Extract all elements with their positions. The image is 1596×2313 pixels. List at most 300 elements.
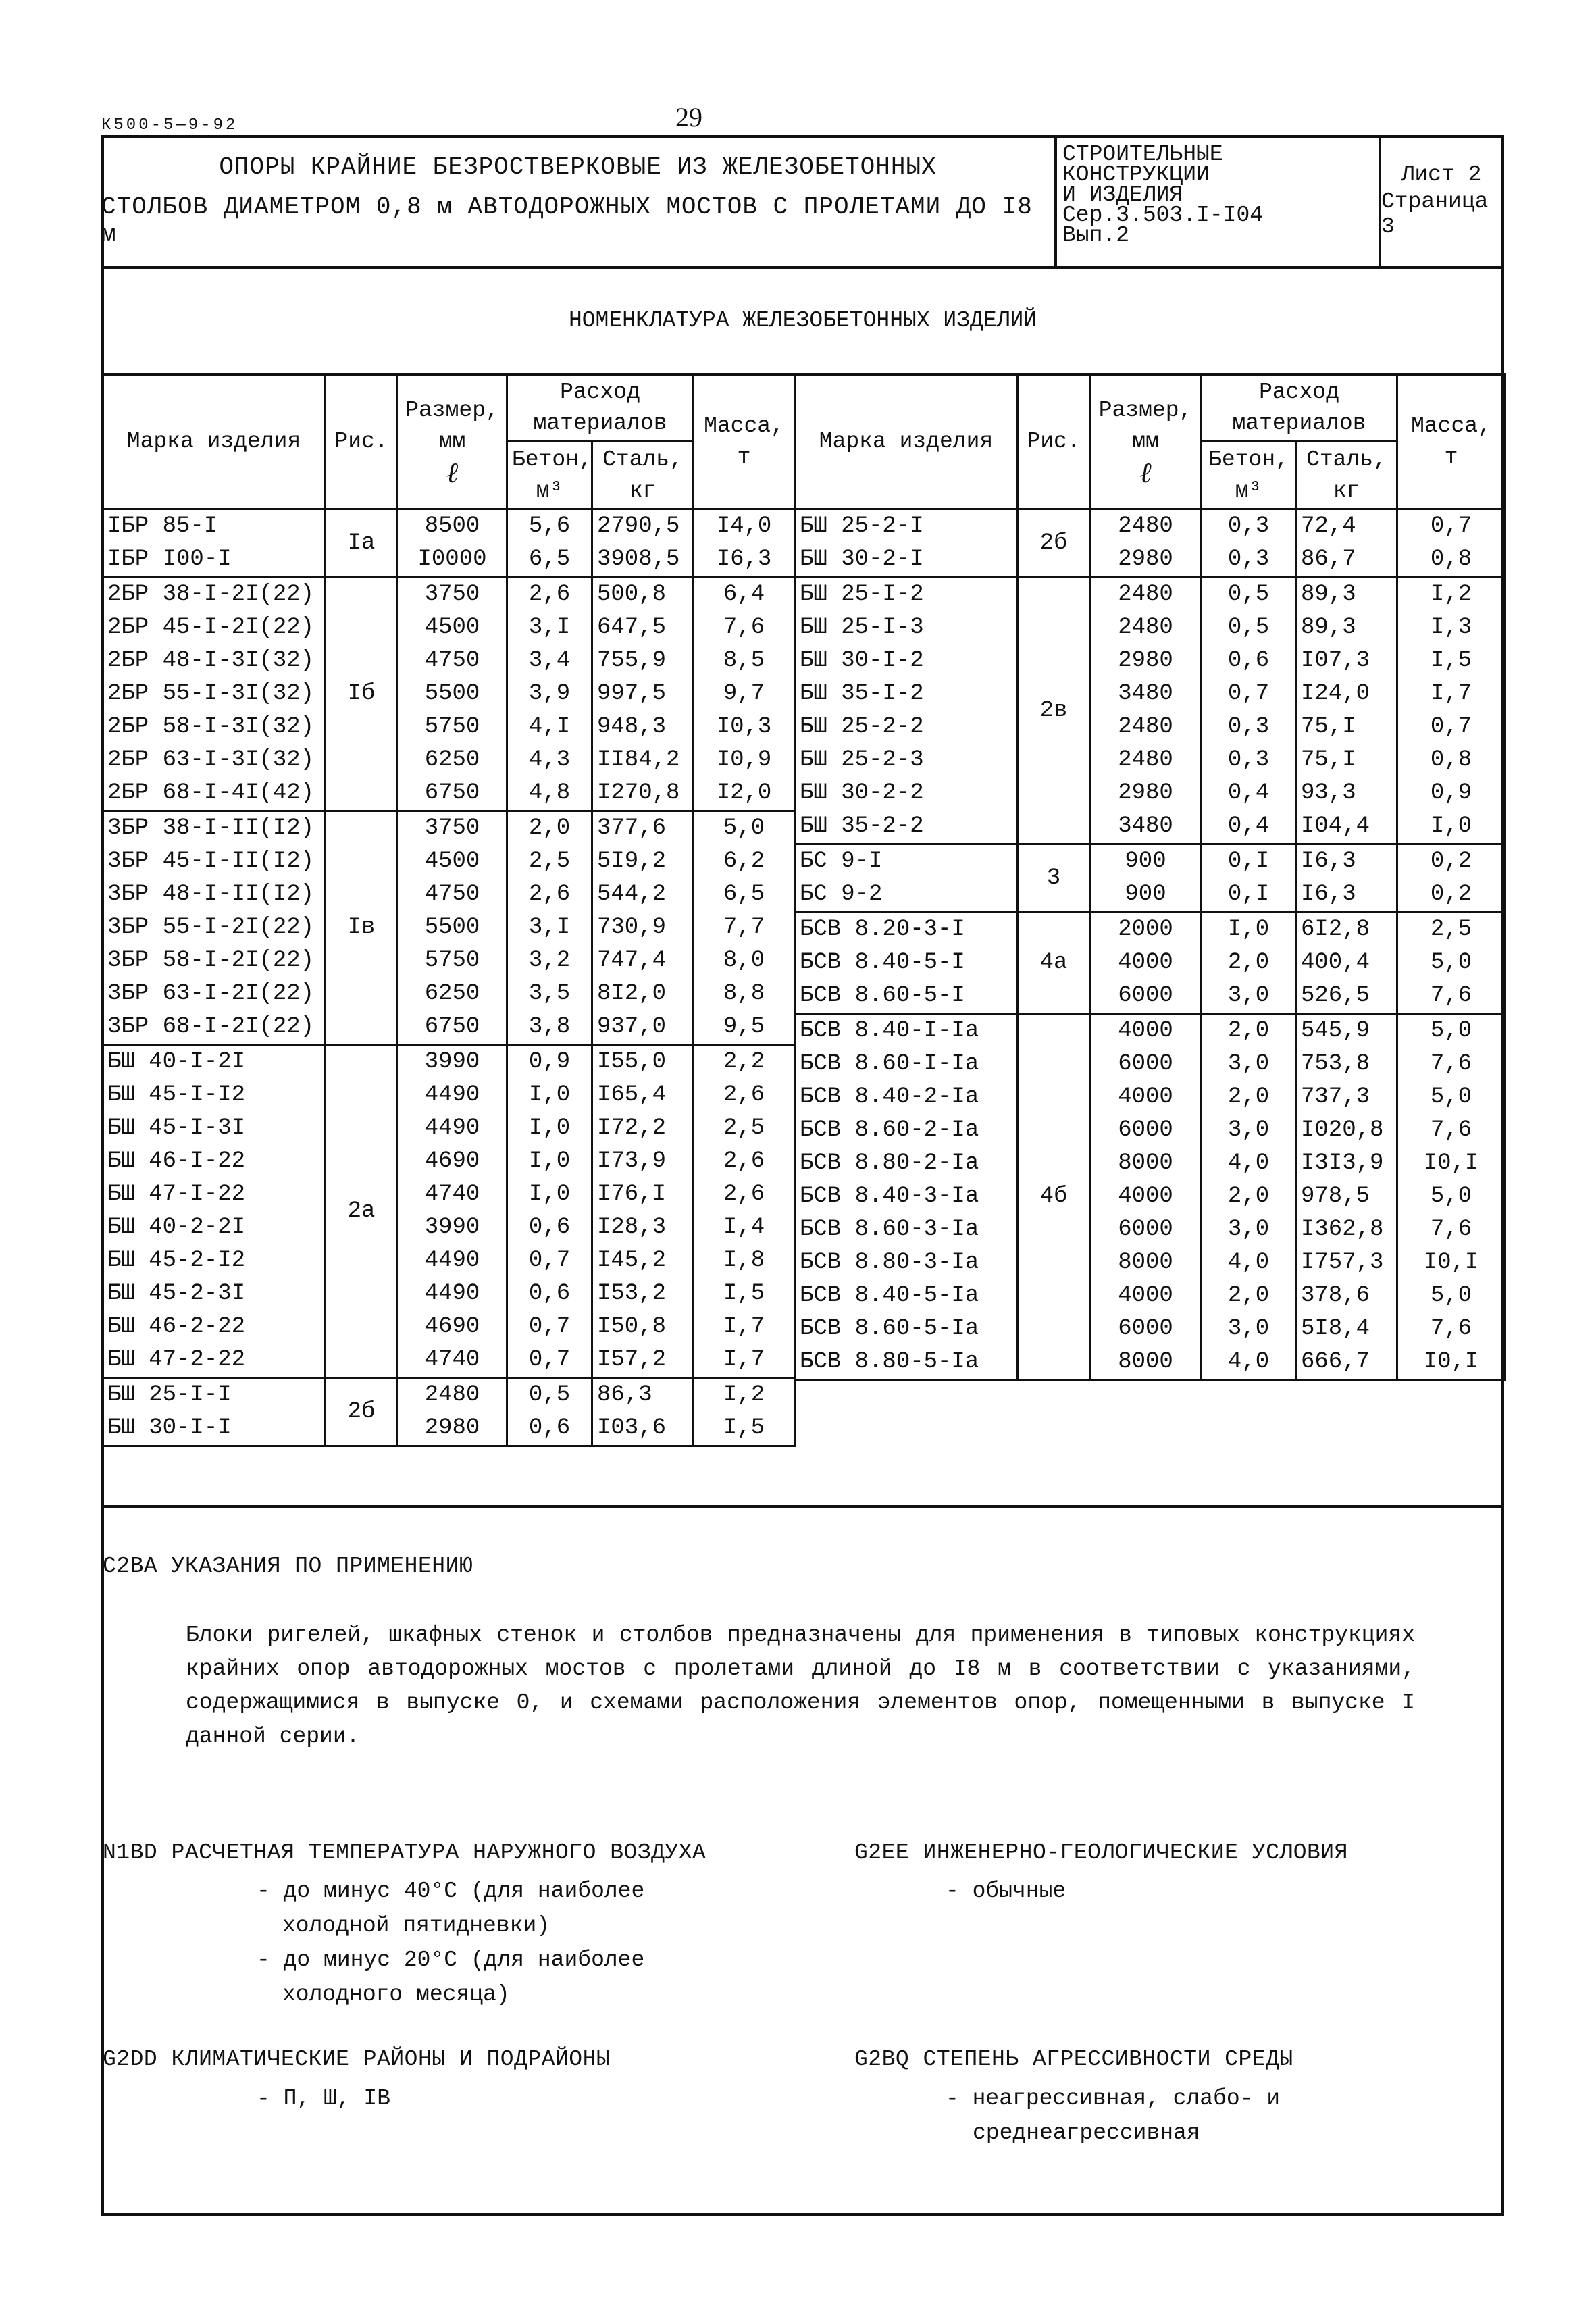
- cell-mass: 7,6: [1397, 1213, 1505, 1246]
- cell-steel: II84,2: [592, 744, 694, 777]
- cell-concrete: 0,5: [1202, 611, 1296, 644]
- cell-mark: 3БР 55-I-2I(22): [103, 911, 326, 944]
- cell-concrete: 5,6: [507, 509, 592, 544]
- table-row: [795, 980, 1505, 1014]
- cell-mark: БШ 35-I-2: [795, 678, 1018, 711]
- cell-mass: 2,6: [694, 1145, 795, 1178]
- col-header-consumption: Расход материалов: [1202, 374, 1397, 442]
- cell-size: 2480: [398, 1378, 507, 1413]
- cell-mark: БШ 45-I-I2: [103, 1079, 326, 1112]
- cell-size: 8000: [1090, 1246, 1202, 1279]
- cell-fig: Iа: [326, 509, 398, 578]
- cell-mark: 2БР 48-I-3I(32): [103, 644, 326, 678]
- cell-steel: I07,3: [1296, 644, 1397, 678]
- cell-concrete: 2,0: [507, 811, 592, 846]
- cell-mark: БШ 25-2-I: [795, 509, 1018, 544]
- cell-mark: БШ 45-2-3I: [103, 1277, 326, 1311]
- cell-steel: I3I3,9: [1296, 1147, 1397, 1180]
- table-row: [103, 1211, 795, 1244]
- cell-size: 8500: [398, 509, 507, 544]
- concrete-label: Бетон,: [512, 447, 592, 472]
- mass-label: Масса,: [704, 413, 784, 438]
- cell-steel: 89,3: [1296, 611, 1397, 644]
- cell-steel: 72,4: [1296, 509, 1397, 544]
- size-label: Размер,: [405, 397, 499, 423]
- table-row: [103, 878, 795, 911]
- cell-steel: 997,5: [592, 678, 694, 711]
- cell-size: 6000: [1090, 980, 1202, 1014]
- cell-mark: 2БР 68-I-4I(42): [103, 777, 326, 811]
- cell-mass: 0,9: [1397, 777, 1505, 810]
- cell-size: 2480: [1090, 611, 1202, 644]
- cell-size: 2980: [1090, 644, 1202, 678]
- cell-steel: I04,4: [1296, 810, 1397, 844]
- cell-size: 2980: [1090, 777, 1202, 810]
- cell-mass: I,2: [1397, 578, 1505, 612]
- cell-mass: I,5: [1397, 644, 1505, 678]
- cell-mark: 2БР 45-I-2I(22): [103, 611, 326, 644]
- cell-steel: 948,3: [592, 711, 694, 744]
- cell-mass: 5,0: [1397, 1180, 1505, 1213]
- col-header-mass: [694, 374, 795, 509]
- table-row: [103, 678, 795, 711]
- cell-concrete: 3,9: [507, 678, 592, 711]
- cell-concrete: 4,0: [1202, 1246, 1296, 1279]
- cell-mark: БШ 47-2-22: [103, 1344, 326, 1378]
- cell-concrete: 3,0: [1202, 1114, 1296, 1147]
- cell-mark: 2БР 58-I-3I(32): [103, 711, 326, 744]
- cell-size: 6750: [398, 1011, 507, 1045]
- cell-steel: I55,0: [592, 1045, 694, 1079]
- cell-steel: 400,4: [1296, 946, 1397, 980]
- cell-mass: 5,0: [1397, 1081, 1505, 1114]
- series-line: Вып.2: [1062, 223, 1130, 248]
- table-row: [103, 578, 795, 612]
- cell-fig: Iб: [326, 578, 398, 811]
- cell-steel: 545,9: [1296, 1014, 1397, 1048]
- cell-size: 4000: [1090, 946, 1202, 980]
- table-row: [795, 1246, 1505, 1279]
- cell-fig: 3: [1018, 844, 1090, 913]
- cell-steel: I6,3: [1296, 844, 1397, 879]
- cell-steel: I72,2: [592, 1112, 694, 1145]
- cell-mass: 5,0: [694, 811, 795, 846]
- table-row: [103, 611, 795, 644]
- mass-unit: т: [1444, 444, 1458, 469]
- cell-fig: 2б: [326, 1378, 398, 1446]
- cell-steel: I57,2: [592, 1344, 694, 1378]
- cell-mark: IБР 85-I: [103, 509, 326, 544]
- table-row: [103, 711, 795, 744]
- cell-concrete: 0,3: [1202, 711, 1296, 744]
- table-row: [103, 1112, 795, 1145]
- cell-mark: БСВ 8.60-5-Iа: [795, 1313, 1018, 1346]
- cell-concrete: 3,0: [1202, 1313, 1296, 1346]
- nomenclature-table-right: [794, 373, 1506, 1381]
- cell-size: 6750: [398, 777, 507, 811]
- table-row: [103, 1244, 795, 1277]
- cell-mass: 5,0: [1397, 1279, 1505, 1313]
- cell-fig: 4а: [1018, 913, 1090, 1014]
- cell-size: 2480: [1090, 509, 1202, 544]
- cell-size: 4500: [398, 611, 507, 644]
- cell-mark: БШ 25-I-2: [795, 578, 1018, 612]
- cell-concrete: 0,3: [1202, 509, 1296, 544]
- table-row: [103, 977, 795, 1011]
- cell-mass: I4,0: [694, 509, 795, 544]
- cell-size: 4000: [1090, 1081, 1202, 1114]
- steel-unit: кг: [1333, 478, 1360, 503]
- cell-mark: БШ 30-I-2: [795, 644, 1018, 678]
- cell-size: 4490: [398, 1244, 507, 1277]
- cell-mark: 3БР 38-I-II(I2): [103, 811, 326, 846]
- cell-steel: 3908,5: [592, 543, 694, 578]
- cell-mark: 3БР 63-I-2I(22): [103, 977, 326, 1011]
- cell-mass: 8,8: [694, 977, 795, 1011]
- cell-steel: 5I9,2: [592, 845, 694, 878]
- table-row: [795, 1014, 1505, 1048]
- col-header-size: [1090, 374, 1202, 509]
- cell-mark: БСВ 8.40-2-Iа: [795, 1081, 1018, 1114]
- cell-steel: 755,9: [592, 644, 694, 678]
- table-row: [795, 777, 1505, 810]
- cell-size: 4740: [398, 1178, 507, 1211]
- cell-mass: 2,5: [694, 1112, 795, 1145]
- cell-steel: 526,5: [1296, 980, 1397, 1014]
- page-number: 29: [675, 102, 702, 132]
- col-header-fig: Рис.: [326, 374, 398, 509]
- concrete-unit: м³: [536, 478, 563, 503]
- cell-concrete: 3,5: [507, 977, 592, 1011]
- cell-mark: БШ 30-2-I: [795, 543, 1018, 578]
- table-row: [795, 1147, 1505, 1180]
- cell-mark: БШ 25-I-I: [103, 1378, 326, 1413]
- cell-size: 4000: [1090, 1180, 1202, 1213]
- table-row: [103, 644, 795, 678]
- cell-mass: 8,0: [694, 944, 795, 977]
- steel-unit: кг: [629, 478, 657, 503]
- cell-steel: 6I2,8: [1296, 913, 1397, 947]
- table-row: [103, 509, 795, 544]
- size-label: Размер,: [1098, 397, 1193, 423]
- cell-size: 4740: [398, 1344, 507, 1378]
- cell-concrete: 0,7: [507, 1244, 592, 1277]
- cell-steel: 93,3: [1296, 777, 1397, 810]
- col-header-concrete: [507, 442, 592, 509]
- cell-mass: 6,5: [694, 878, 795, 911]
- cell-concrete: 0,7: [507, 1311, 592, 1344]
- cell-size: 2980: [398, 1412, 507, 1446]
- cell-size: 3480: [1090, 678, 1202, 711]
- cell-mass: I6,3: [694, 543, 795, 578]
- cell-mark: БСВ 8.40-5-Iа: [795, 1279, 1018, 1313]
- table-row: [795, 1081, 1505, 1114]
- cell-size: I0000: [398, 543, 507, 578]
- cell-steel: I6,3: [1296, 878, 1397, 913]
- cell-mark: БШ 47-I-22: [103, 1178, 326, 1211]
- cell-mark: БСВ 8.20-3-I: [795, 913, 1018, 947]
- cell-fig: 2в: [1018, 578, 1090, 844]
- cell-steel: 86,3: [592, 1378, 694, 1413]
- cell-steel: 75,I: [1296, 711, 1397, 744]
- cell-steel: 5I8,4: [1296, 1313, 1397, 1346]
- cell-mass: 5,0: [1397, 946, 1505, 980]
- cell-concrete: 2,0: [1202, 1014, 1296, 1048]
- cell-mark: БСВ 8.80-2-Iа: [795, 1147, 1018, 1180]
- cell-size: 3990: [398, 1045, 507, 1079]
- cell-concrete: 4,3: [507, 744, 592, 777]
- cell-concrete: 3,0: [1202, 1048, 1296, 1081]
- cell-mass: I,3: [1397, 611, 1505, 644]
- cell-size: 900: [1090, 878, 1202, 913]
- table-row: [103, 845, 795, 878]
- cell-mark: БС 9-2: [795, 878, 1018, 913]
- cell-size: 900: [1090, 844, 1202, 879]
- application-text: Блоки ригелей, шкафных стенок и столбов предназначены для применения в типовых конструкциях крайних опор автодорожных мостов с пролетами длиной до I8 м в соответствии с указаниями, содержащимися в выпуске 0, и схемами расположения элементов опор, помещенными в выпуске I данной серии.: [186, 1623, 1415, 1749]
- cell-mass: 7,6: [1397, 980, 1505, 1014]
- cell-size: 4690: [398, 1311, 507, 1344]
- cell-mass: 9,7: [694, 678, 795, 711]
- cell-steel: I362,8: [1296, 1213, 1397, 1246]
- table-row: [103, 1378, 795, 1413]
- table-row: [795, 611, 1505, 644]
- cell-steel: I28,3: [592, 1211, 694, 1244]
- cell-fig: 2а: [326, 1045, 398, 1378]
- cell-mass: I,8: [694, 1244, 795, 1277]
- cell-concrete: 2,0: [1202, 1180, 1296, 1213]
- cell-mass: I,7: [694, 1311, 795, 1344]
- table-row: [103, 1011, 795, 1045]
- temperature-line-4: холодного месяца): [282, 1982, 510, 2007]
- cell-concrete: 0,3: [1202, 543, 1296, 578]
- aggressiveness-line-1: - неагрессивная, слабо- и: [946, 2086, 1281, 2111]
- cell-mass: I,5: [694, 1412, 795, 1446]
- cell-mass: 7,6: [1397, 1313, 1505, 1346]
- cell-concrete: 0,3: [1202, 744, 1296, 777]
- cell-mass: 7,6: [1397, 1048, 1505, 1081]
- cell-mark: БСВ 8.40-I-Iа: [795, 1014, 1018, 1048]
- col-header-mark: Марка изделия: [103, 374, 326, 509]
- cell-size: 2480: [1090, 744, 1202, 777]
- cell-mass: I,7: [1397, 678, 1505, 711]
- cell-mass: I2,0: [694, 777, 795, 811]
- cell-mark: БСВ 8.40-5-I: [795, 946, 1018, 980]
- cell-size: 4490: [398, 1079, 507, 1112]
- cell-concrete: I,0: [507, 1178, 592, 1211]
- cell-size: 6250: [398, 744, 507, 777]
- cell-mark: БШ 45-2-I2: [103, 1244, 326, 1277]
- cell-steel: 86,7: [1296, 543, 1397, 578]
- cell-steel: I76,I: [592, 1178, 694, 1211]
- col-header-consumption: Расход материалов: [507, 374, 694, 442]
- cell-mass: I,4: [694, 1211, 795, 1244]
- cell-concrete: 3,4: [507, 644, 592, 678]
- cell-concrete: 0,7: [1202, 678, 1296, 711]
- cell-mass: 0,2: [1397, 878, 1505, 913]
- cell-concrete: 0,6: [507, 1277, 592, 1311]
- table-row: [795, 1346, 1505, 1380]
- cell-concrete: 2,0: [1202, 1279, 1296, 1313]
- cell-mark: БШ 35-2-2: [795, 810, 1018, 844]
- cell-mark: БСВ 8.60-I-Iа: [795, 1048, 1018, 1081]
- cell-concrete: 0,4: [1202, 810, 1296, 844]
- cell-size: 6000: [1090, 1213, 1202, 1246]
- concrete-unit: м³: [1235, 478, 1262, 503]
- cell-mass: I,0: [1397, 810, 1505, 844]
- table-row: [103, 543, 795, 578]
- cell-size: 4490: [398, 1277, 507, 1311]
- cell-size: 3750: [398, 811, 507, 846]
- mass-unit: т: [737, 444, 751, 469]
- cell-mark: 2БР 38-I-2I(22): [103, 578, 326, 612]
- table-row: [795, 810, 1505, 844]
- cell-mass: I,7: [694, 1344, 795, 1378]
- geology-line-1: - обычные: [946, 1879, 1066, 1904]
- cell-size: 6000: [1090, 1313, 1202, 1346]
- temperature-line-1: - до минус 40°C (для наиболее: [257, 1879, 645, 1904]
- cell-mass: 2,5: [1397, 913, 1505, 947]
- table-row: [795, 878, 1505, 913]
- cell-mark: БШ 30-2-2: [795, 777, 1018, 810]
- table-row: [795, 1048, 1505, 1081]
- cell-size: 8000: [1090, 1147, 1202, 1180]
- col-header-mass: [1397, 374, 1505, 509]
- cell-concrete: 6,5: [507, 543, 592, 578]
- cell-size: 4690: [398, 1145, 507, 1178]
- cell-mass: 0,2: [1397, 844, 1505, 879]
- cell-mass: 0,8: [1397, 543, 1505, 578]
- cell-mark: БШ 45-I-3I: [103, 1112, 326, 1145]
- cell-steel: 730,9: [592, 911, 694, 944]
- sheet-number: Лист 2: [1401, 161, 1482, 187]
- cell-steel: I020,8: [1296, 1114, 1397, 1147]
- table-row: [103, 811, 795, 846]
- table-row: [103, 744, 795, 777]
- mass-label: Масса,: [1411, 413, 1491, 438]
- cell-concrete: I,0: [507, 1112, 592, 1145]
- cell-mark: БСВ 8.60-2-Iа: [795, 1114, 1018, 1147]
- cell-steel: I757,3: [1296, 1246, 1397, 1279]
- cell-mark: 3БР 48-I-II(I2): [103, 878, 326, 911]
- cell-steel: 75,I: [1296, 744, 1397, 777]
- col-header-concrete: [1202, 442, 1296, 509]
- table-row: [795, 1313, 1505, 1346]
- cell-size: 2000: [1090, 913, 1202, 947]
- cell-mark: БШ 46-I-22: [103, 1145, 326, 1178]
- cell-fig: 4б: [1018, 1014, 1090, 1380]
- cell-concrete: 4,0: [1202, 1147, 1296, 1180]
- table-row: [795, 644, 1505, 678]
- cell-steel: I24,0: [1296, 678, 1397, 711]
- cell-size: 4750: [398, 878, 507, 911]
- cell-size: 3480: [1090, 810, 1202, 844]
- cell-mark: 3БР 58-I-2I(22): [103, 944, 326, 977]
- cell-size: 2980: [1090, 543, 1202, 578]
- cell-concrete: 2,6: [507, 578, 592, 612]
- table-row: [795, 744, 1505, 777]
- cell-concrete: 4,8: [507, 777, 592, 811]
- cell-mark: БС 9-I: [795, 844, 1018, 879]
- cell-mass: 6,2: [694, 845, 795, 878]
- cell-size: 5750: [398, 711, 507, 744]
- cell-mass: 8,5: [694, 644, 795, 678]
- cell-size: 2480: [1090, 578, 1202, 612]
- cell-mass: I0,I: [1397, 1346, 1505, 1380]
- temperature-line-2: холодной пятидневки): [282, 1913, 550, 1938]
- cell-fig: 2б: [1018, 509, 1090, 578]
- table-row: [795, 946, 1505, 980]
- cell-mass: 9,5: [694, 1011, 795, 1045]
- cell-mark: БШ 25-2-3: [795, 744, 1018, 777]
- cell-mass: 7,7: [694, 911, 795, 944]
- nomenclature-title: НОМЕНКЛАТУРА ЖЕЛЕЗОБЕТОННЫХ ИЗДЕЛИЙ: [101, 268, 1504, 376]
- cell-concrete: 0,4: [1202, 777, 1296, 810]
- cell-size: 4750: [398, 644, 507, 678]
- climate-line-1: - П, Ш, IВ: [257, 2086, 391, 2111]
- cell-mark: 2БР 63-I-3I(32): [103, 744, 326, 777]
- cell-steel: 647,5: [592, 611, 694, 644]
- title-line-1: ОПОРЫ КРАЙНИЕ БЕЗРОСТВЕРКОВЫЕ ИЗ ЖЕЛЕЗОБЕТОННЫХ: [219, 153, 937, 181]
- cell-concrete: 3,0: [1202, 1213, 1296, 1246]
- cell-concrete: 0,7: [507, 1344, 592, 1378]
- cell-concrete: 3,0: [1202, 980, 1296, 1014]
- cell-mass: 2,6: [694, 1178, 795, 1211]
- cell-mass: 0,8: [1397, 744, 1505, 777]
- cell-steel: I65,4: [592, 1079, 694, 1112]
- application-heading: C2BA УКАЗАНИЯ ПО ПРИМЕНЕНИЮ: [103, 1554, 473, 1579]
- cell-size: 3750: [398, 578, 507, 612]
- cell-mark: 3БР 68-I-2I(22): [103, 1011, 326, 1045]
- series-line: КОНСТРУКЦИИ: [1062, 162, 1210, 187]
- cell-mass: I,5: [694, 1277, 795, 1311]
- cell-mark: БСВ 8.40-3-Iа: [795, 1180, 1018, 1213]
- table-row: [795, 1180, 1505, 1213]
- cell-mark: БШ 40-I-2I: [103, 1045, 326, 1079]
- cell-mass: 0,7: [1397, 711, 1505, 744]
- size-unit: мм: [1132, 428, 1159, 454]
- sheet-page: Страница 3: [1381, 189, 1489, 240]
- cell-steel: 937,0: [592, 1011, 694, 1045]
- table-row: [103, 1412, 795, 1446]
- cell-mass: I0,3: [694, 711, 795, 744]
- cell-mark: БШ 30-I-I: [103, 1412, 326, 1446]
- cell-concrete: 0,9: [507, 1045, 592, 1079]
- cell-mass: 5,0: [1397, 1014, 1505, 1048]
- cell-steel: 666,7: [1296, 1346, 1397, 1380]
- cell-concrete: 3,2: [507, 944, 592, 977]
- table-row: [103, 777, 795, 811]
- cell-mass: 7,6: [694, 611, 795, 644]
- table-row: [795, 678, 1505, 711]
- table-row: [795, 711, 1505, 744]
- document-code: К500-5—9-92: [101, 116, 238, 134]
- table-row: [795, 1279, 1505, 1313]
- cell-steel: 747,4: [592, 944, 694, 977]
- cell-mass: I0,9: [694, 744, 795, 777]
- cell-steel: I45,2: [592, 1244, 694, 1277]
- cell-mark: IБР I00-I: [103, 543, 326, 578]
- table-row: [795, 844, 1505, 879]
- cell-size: 3990: [398, 1211, 507, 1244]
- table-row: [103, 1145, 795, 1178]
- cell-steel: 544,2: [592, 878, 694, 911]
- cell-size: 6000: [1090, 1114, 1202, 1147]
- col-header-mark: Марка изделия: [795, 374, 1018, 509]
- cell-concrete: I,0: [507, 1145, 592, 1178]
- cell-mark: 2БР 55-I-3I(32): [103, 678, 326, 711]
- cell-concrete: 3,I: [507, 611, 592, 644]
- length-symbol: ℓ: [1139, 455, 1152, 489]
